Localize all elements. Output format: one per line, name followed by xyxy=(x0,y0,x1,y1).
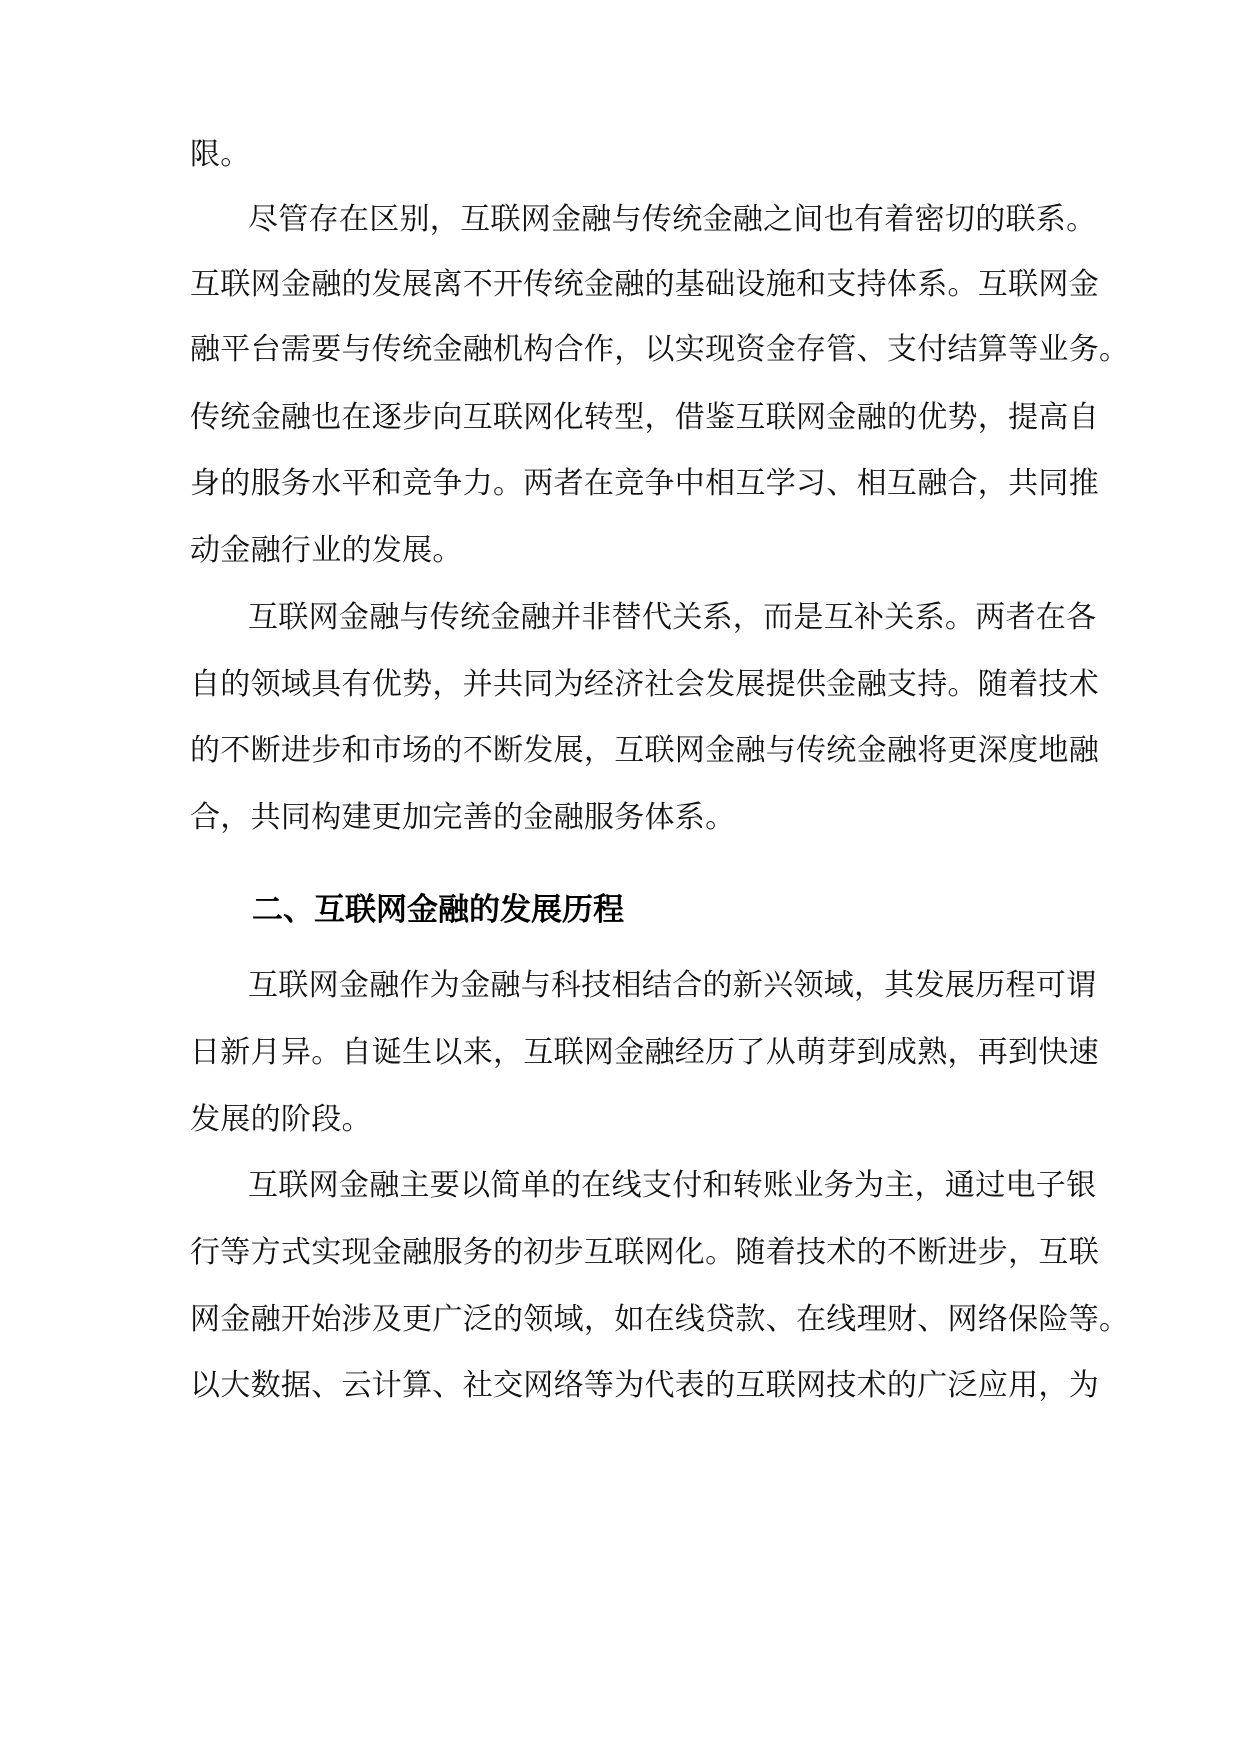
body-text-line: 互联网金融的发展离不开传统金融的基础设施和支持体系。互联网金 xyxy=(190,267,1099,302)
body-text-line: 行等方式实现金融服务的初步互联网化。随着技术的不断进步，互联 xyxy=(190,1235,1099,1270)
body-text-line: 传统金融也在逐步向互联网化转型，借鉴互联网金融的优势，提高自 xyxy=(190,400,1099,435)
paragraph-first-line: 尽管存在区别，互联网金融与传统金融之间也有着密切的联系。 xyxy=(248,202,1097,237)
body-text-line: 融平台需要与传统金融机构合作，以实现资金存管、支付结算等业务。 xyxy=(190,332,1130,367)
body-text-line: 合，共同构建更加完善的金融服务体系。 xyxy=(190,800,736,835)
paragraph-first-line: 互联网金融主要以简单的在线支付和转账业务为主，通过电子银 xyxy=(248,1168,1097,1203)
body-text-line: 动金融行业的发展。 xyxy=(190,533,463,568)
body-text-line: 限。 xyxy=(190,137,251,172)
body-text-line: 以大数据、云计算、社交网络等为代表的互联网技术的广泛应用，为 xyxy=(190,1368,1099,1403)
paragraph-first-line: 互联网金融作为金融与科技相结合的新兴领域，其发展历程可谓 xyxy=(248,968,1097,1003)
section-heading: 二、互联网金融的发展历程 xyxy=(252,892,624,928)
body-text-line: 自的领域具有优势，并共同为经济社会发展提供金融支持。随着技术 xyxy=(190,667,1099,702)
paragraph-first-line: 互联网金融与传统金融并非替代关系，而是互补关系。两者在各 xyxy=(248,600,1097,635)
body-text-line: 的不断进步和市场的不断发展，互联网金融与传统金融将更深度地融 xyxy=(190,733,1099,768)
body-text-line: 身的服务水平和竞争力。两者在竞争中相互学习、相互融合，共同推 xyxy=(190,466,1099,501)
body-text-line: 网金融开始涉及更广泛的领域，如在线贷款、在线理财、网络保险等。 xyxy=(190,1302,1130,1337)
body-text-line: 发展的阶段。 xyxy=(190,1102,372,1137)
body-text-line: 日新月异。自诞生以来，互联网金融经历了从萌芽到成熟，再到快速 xyxy=(190,1035,1099,1070)
